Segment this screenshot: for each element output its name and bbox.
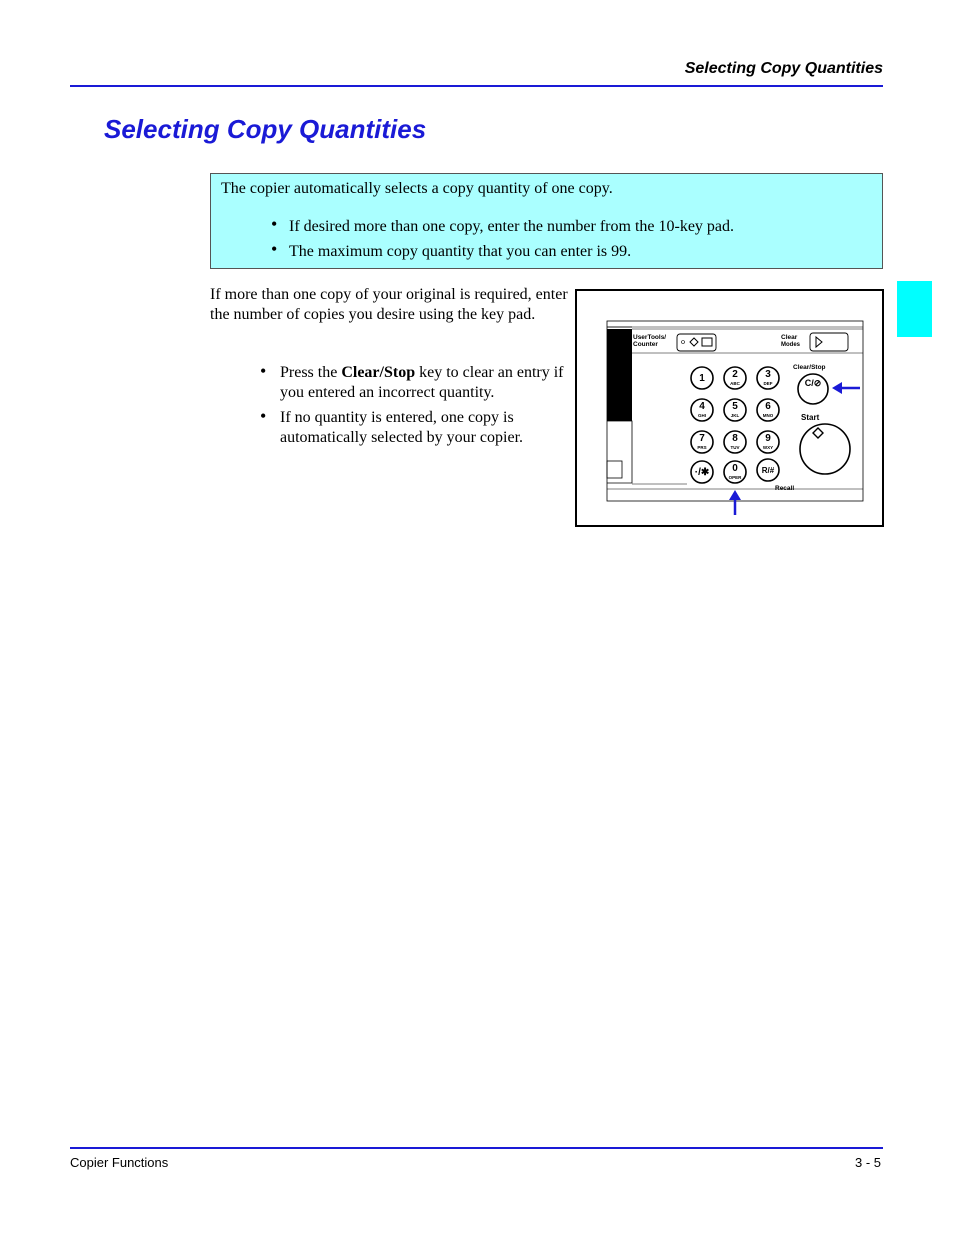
keypad-key-letters: JKL (730, 413, 740, 418)
keypad-key-digit: ·/✱ (694, 467, 710, 478)
bullet-icon: • (271, 214, 278, 234)
chapter-tab (897, 281, 932, 337)
bullet-icon: • (260, 406, 267, 426)
list-item (260, 408, 570, 448)
keypad-key-digit: 3 (765, 369, 771, 380)
keypad-key-digit: 6 (765, 401, 771, 412)
note-intro: The copier automatically selects a copy quantity of one copy. (221, 180, 613, 197)
keypad-key-letters: TUV (730, 445, 740, 450)
note-list (271, 214, 735, 267)
page-title: Selecting Copy Quantities (104, 114, 427, 144)
counter-label: Counter (633, 341, 658, 348)
page-number: 3 - 5 (854, 1155, 881, 1170)
header-rule (70, 85, 883, 87)
modes-label: Modes (781, 342, 801, 348)
keypad-key-letters: MNO (762, 413, 774, 418)
control-panel-illustration (577, 291, 882, 525)
running-header: Selecting Copy Quantities (684, 60, 883, 77)
step-bold-key: Clear/Stop (341, 364, 416, 381)
keypad-key-letters: WXY (762, 445, 774, 450)
keypad-key-digit: 9 (765, 433, 771, 444)
footer-section-title: Copier Functions (70, 1155, 169, 1170)
start-key[interactable] (800, 424, 850, 474)
step-text-after: key to clear an entry if you entered an incorrect quantity. (280, 364, 564, 401)
counter-icon (702, 338, 712, 346)
list-item (271, 239, 734, 267)
footer-rule (70, 1147, 883, 1149)
user-tools-label: UserTools/ (633, 334, 667, 341)
keypad-key-letters: DEF (763, 381, 773, 386)
step-text-before: Press the (280, 364, 342, 381)
control-panel-figure (575, 289, 884, 527)
keypad-key-letters: OPER (728, 475, 742, 480)
note-bullet-text: If desired more than one copy, enter the number from the 10-key pad. (289, 218, 735, 235)
indicator-icon (682, 341, 685, 344)
keypad-key-digit: 4 (699, 401, 705, 412)
step-text: If no quantity is entered, one copy is automatically selected by your copier. (280, 409, 524, 446)
user-tools-icon (690, 338, 698, 346)
bullet-icon: • (260, 361, 267, 381)
start-label: Start (801, 413, 820, 422)
clear-modes-icon (816, 337, 822, 347)
arrow-head-icon (832, 382, 842, 394)
recall-label: Recall (775, 485, 795, 492)
note-bullet-text: The maximum copy quantity that you can enter is 99. (289, 243, 632, 260)
keypad-key-digit: 1 (699, 373, 705, 384)
keypad-key-letters: GHI (697, 413, 707, 418)
clear-stop-key-label: C/⊘ (804, 378, 822, 388)
keypad-key-letters: ABC (730, 381, 740, 386)
keypad-key-digit: 8 (732, 433, 738, 444)
clear-label: Clear (781, 334, 798, 341)
clear-stop-label: Clear/Stop (793, 364, 826, 371)
keypad-key-digit: 0 (732, 463, 738, 474)
keypad-key-digit: 7 (699, 433, 705, 444)
list-item (271, 214, 735, 242)
display-panel (607, 329, 632, 421)
keypad-key-digit: 2 (732, 369, 738, 380)
recall-key-label: R/# (761, 466, 775, 475)
note-box (210, 173, 883, 269)
list-item (260, 363, 570, 403)
arrow-head-icon (729, 490, 741, 500)
keypad-key-letters: PRS (697, 445, 707, 450)
bullet-icon: • (271, 239, 278, 259)
steps-list (260, 363, 570, 453)
body-paragraph: If more than one copy of your original is required, enter the number of copies you desire using the key pad. (210, 286, 568, 323)
keypad-key-digit: 5 (732, 401, 738, 412)
user-tools-button[interactable] (677, 334, 716, 351)
